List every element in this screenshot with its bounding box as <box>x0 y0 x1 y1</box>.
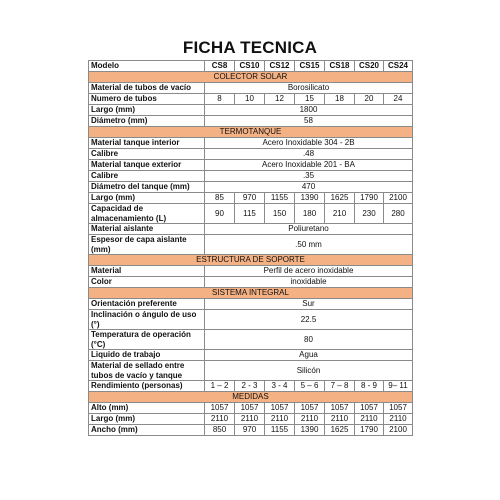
model-header: CS10 <box>235 61 265 72</box>
section-title: SISTEMA INTEGRAL <box>89 288 413 299</box>
row-label: Material de tubos de vacío <box>89 83 205 94</box>
section-header-row <box>89 72 413 83</box>
table-row <box>89 182 413 193</box>
table-row <box>89 330 413 350</box>
row-value: 1800 <box>205 105 413 116</box>
row-value: 1 – 2 <box>205 381 235 392</box>
row-value: .50 mm <box>205 235 413 255</box>
table-row <box>89 94 413 105</box>
row-label: Largo (mm) <box>89 414 205 425</box>
row-value: Acero Inoxidable 201 - BA <box>205 160 413 171</box>
row-value: 2110 <box>205 414 235 425</box>
row-value: 58 <box>205 116 413 127</box>
row-label: Largo (mm) <box>89 105 205 116</box>
model-header: CS12 <box>265 61 295 72</box>
row-value: 9– 11 <box>384 381 413 392</box>
row-value: 1390 <box>295 425 325 436</box>
table-row <box>89 83 413 94</box>
row-value: 470 <box>205 182 413 193</box>
row-label: Rendimiento (personas) <box>89 381 205 392</box>
row-value: 85 <box>205 193 235 204</box>
page-title: FICHA TECNICA <box>182 38 318 57</box>
table-row <box>89 310 413 330</box>
row-value: 850 <box>205 425 235 436</box>
spec-table <box>88 60 413 436</box>
table-row <box>89 425 413 436</box>
row-label: Material tanque interior <box>89 138 205 149</box>
row-value: 8 <box>205 94 235 105</box>
row-value: 8 - 9 <box>355 381 384 392</box>
row-value: 1057 <box>205 403 235 414</box>
row-value: 1625 <box>325 193 355 204</box>
row-value: inoxidable <box>205 277 413 288</box>
row-value: 230 <box>355 204 384 224</box>
row-label: Alto (mm) <box>89 403 205 414</box>
table-row <box>89 224 413 235</box>
row-label: Orientación preferente <box>89 299 205 310</box>
row-label: Material tanque exterior <box>89 160 205 171</box>
row-value: 20 <box>355 94 384 105</box>
row-value: 2110 <box>235 414 265 425</box>
table-row <box>89 204 413 224</box>
section-header-row <box>89 255 413 266</box>
table-row <box>89 138 413 149</box>
row-value: 3 - 4 <box>265 381 295 392</box>
row-label: Diámetro (mm) <box>89 116 205 127</box>
row-label: Material <box>89 266 205 277</box>
row-value: .35 <box>205 171 413 182</box>
row-value: 1057 <box>265 403 295 414</box>
row-label: Ancho (mm) <box>89 425 205 436</box>
row-value: 1057 <box>355 403 384 414</box>
row-value: 1155 <box>265 425 295 436</box>
row-value: Silicón <box>205 361 413 381</box>
section-header-row <box>89 288 413 299</box>
row-value: 2110 <box>325 414 355 425</box>
row-value: 1790 <box>355 425 384 436</box>
row-value: Sur <box>205 299 413 310</box>
table-row <box>89 149 413 160</box>
row-value: 150 <box>265 204 295 224</box>
row-label: Inclinación o ángulo de uso (°) <box>89 310 205 330</box>
table-row <box>89 403 413 414</box>
table-row <box>89 105 413 116</box>
row-value: 970 <box>235 425 265 436</box>
row-value: 2110 <box>265 414 295 425</box>
row-value: 1057 <box>325 403 355 414</box>
row-value: 2110 <box>355 414 384 425</box>
row-value: Perfil de acero inoxidable <box>205 266 413 277</box>
row-value: 22.5 <box>205 310 413 330</box>
row-value: Agua <box>205 350 413 361</box>
row-value: Acero Inoxidable 304 - 2B <box>205 138 413 149</box>
model-header: CS8 <box>205 61 235 72</box>
row-label: Material de sellado entre tubos de vacío y tanque <box>89 361 205 381</box>
row-value: 280 <box>384 204 413 224</box>
section-header-row <box>89 392 413 403</box>
row-value: 970 <box>235 193 265 204</box>
row-value: 1057 <box>235 403 265 414</box>
table-row <box>89 350 413 361</box>
table-row <box>89 116 413 127</box>
row-value: 210 <box>325 204 355 224</box>
table-row <box>89 299 413 310</box>
table-row <box>89 171 413 182</box>
header-label: Modelo <box>89 61 205 72</box>
row-value: 2110 <box>384 414 413 425</box>
table-row <box>89 160 413 171</box>
row-value: 15 <box>295 94 325 105</box>
row-value: Poliuretano <box>205 224 413 235</box>
row-value: 1057 <box>295 403 325 414</box>
section-title: MEDIDAS <box>89 392 413 403</box>
row-value: 80 <box>205 330 413 350</box>
model-header: CS15 <box>295 61 325 72</box>
row-value: Borosilicato <box>205 83 413 94</box>
row-value: 2110 <box>295 414 325 425</box>
row-value: 5 – 6 <box>295 381 325 392</box>
row-value: 2100 <box>384 425 413 436</box>
table-row <box>89 381 413 392</box>
row-value: 2 - 3 <box>235 381 265 392</box>
row-value: 1390 <box>295 193 325 204</box>
row-value: 90 <box>205 204 235 224</box>
row-value: 180 <box>295 204 325 224</box>
row-value: 24 <box>384 94 413 105</box>
row-value: 1057 <box>384 403 413 414</box>
model-header: CS18 <box>325 61 355 72</box>
row-label: Liquido de trabajo <box>89 350 205 361</box>
table-row <box>89 235 413 255</box>
row-value: 1790 <box>355 193 384 204</box>
table-row <box>89 277 413 288</box>
row-value: .48 <box>205 149 413 160</box>
row-value: 1625 <box>325 425 355 436</box>
row-label: Numero de tubos <box>89 94 205 105</box>
model-header: CS20 <box>355 61 384 72</box>
row-label: Color <box>89 277 205 288</box>
section-header-row <box>89 127 413 138</box>
table-row <box>89 193 413 204</box>
row-value: 7 – 8 <box>325 381 355 392</box>
row-value: 1155 <box>265 193 295 204</box>
section-title: COLECTOR SOLAR <box>89 72 413 83</box>
model-header: CS24 <box>384 61 413 72</box>
row-label: Temperatura de operación (°C) <box>89 330 205 350</box>
table-row <box>89 361 413 381</box>
row-label: Calibre <box>89 149 205 160</box>
header-row <box>89 61 413 72</box>
row-label: Capacidad de almacenamiento (L) <box>89 204 205 224</box>
row-value: 115 <box>235 204 265 224</box>
table-row <box>89 266 413 277</box>
table-row <box>89 414 413 425</box>
row-label: Diámetro del tanque (mm) <box>89 182 205 193</box>
row-label: Espesor de capa aislante (mm) <box>89 235 205 255</box>
row-value: 12 <box>265 94 295 105</box>
section-title: ESTRUCTURA DE SOPORTE <box>89 255 413 266</box>
row-label: Largo (mm) <box>89 193 205 204</box>
row-value: 2100 <box>384 193 413 204</box>
row-value: 18 <box>325 94 355 105</box>
row-label: Material aislante <box>89 224 205 235</box>
section-title: TERMOTANQUE <box>89 127 413 138</box>
row-label: Calibre <box>89 171 205 182</box>
row-value: 10 <box>235 94 265 105</box>
